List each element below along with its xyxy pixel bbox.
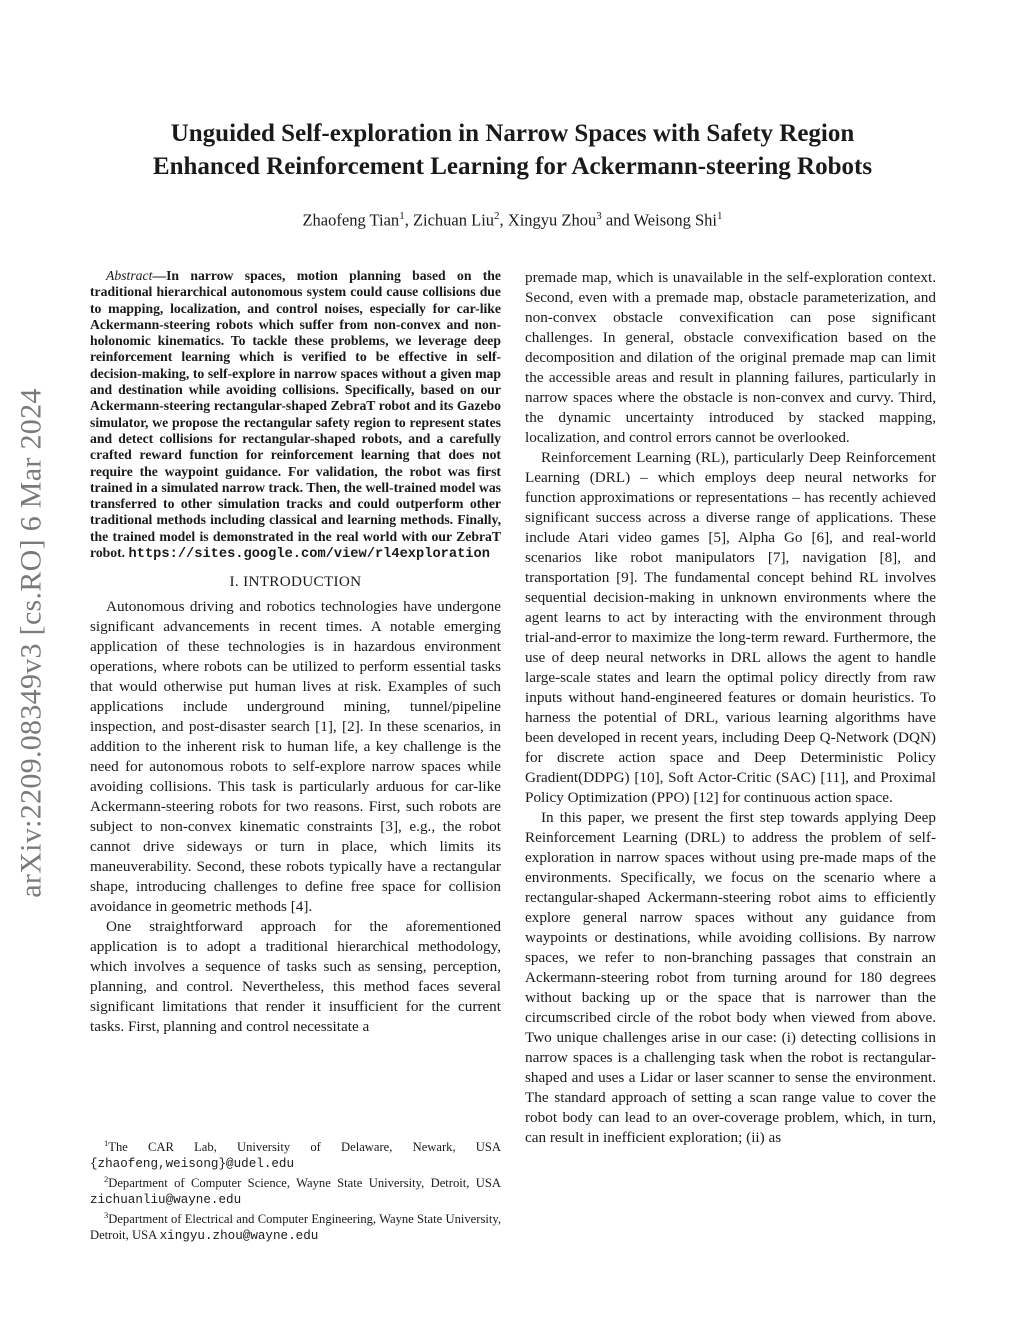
- author: Xingyu Zhou: [507, 210, 597, 230]
- footnote: [90, 1208, 501, 1244]
- project-url-link[interactable]: https://sites.google.com/view/rl4exploration: [128, 547, 490, 563]
- footnote-mark: 2: [104, 1174, 109, 1185]
- footnotes: [90, 1136, 501, 1245]
- author: Weisong Shi: [633, 210, 718, 230]
- footnote-mark: 3: [104, 1210, 109, 1221]
- body-paragraph: One straightforward approach for the aforementioned application is to adopt a traditional hierarchical methodology, which involves a sequence of tasks such as sensing, perception, planning, and control. Nevertheless, this method faces several significant limitations that render it insufficient for the current tasks. First, planning and control necessitate a: [90, 918, 501, 1036]
- title-line-1: Unguided Self-exploration in Narrow Spaces with Safety Region: [170, 120, 855, 147]
- author-affiliation-mark: 3: [596, 210, 602, 222]
- body-paragraph: premade map, which is unavailable in the self-exploration context. Second, even with a premade map, obstacle parameterization, and non-convex obstacle convexification can pose significant challenges. In general, obstacle convexification based on the decomposition and dilation of the original premade map can limit the accessible areas and result in planning failures, particularly in narrow spaces where the obstacle is non-convex and curvy. Third, the dynamic uncertainty introduced by stacked mapping, localization, and control errors cannot be overlooked.: [525, 269, 936, 446]
- section-heading-introduction: I. INTRODUCTION: [229, 573, 362, 591]
- left-column: [90, 268, 501, 1037]
- body-paragraph: Reinforcement Learning (RL), particularly Deep Reinforcement Learning (DRL) – which employs deep neural networks for function approximations or representations – has recently achieved significant success across a diverse range of applications. These include Atari video games [5], Alpha Go [6], and real-world scenarios like robot manipulators [7], navigation [8], and transportation [9]. The fundamental concept behind RL involves sequential decision-making in unknown environments where the agent learns to act by interacting with the environment through trial-and-error to maximize the long-term reward. Furthermore, the use of deep neural networks in DRL allows the agent to handle large-scale states and learn the optimal policy directly from raw inputs without hand-engineered features or domain heuristics. To harness the potential of DRL, various learning algorithms have been developed in recent years, including Deep Q-Network (DQN) for discrete action space and Deep Deterministic Policy Gradient(DDPG) [10], Soft Actor-Critic (SAC) [11], and Proximal Policy Optimization (PPO) [12] for continuous action space.: [525, 449, 936, 806]
- footnote-mark: 1: [104, 1138, 109, 1148]
- author-list: [90, 210, 935, 231]
- author: Zhaofeng Tian: [302, 210, 400, 230]
- paper-title: [90, 117, 935, 183]
- author: Zichuan Liu: [412, 210, 495, 230]
- footnote-email[interactable]: {zhaofeng,weisong}@udel.edu: [90, 1156, 295, 1171]
- right-column: [525, 268, 936, 1148]
- author-affiliation-mark: 2: [494, 210, 500, 222]
- abstract-text: In narrow spaces, motion planning based on the traditional hierarchical autonomous system could cause collisions due to mapping, localization, and control noises, especially for car-like Ackermann-steering robots which suffer from non-convex and non-holonomic kinematics. To tackle these problems, we leverage deep reinforcement learning which is verified to be effective in self-decision-making, to self-explore in narrow spaces without a given map and destination while avoiding collisions. Specifically, based on our Ackermann-steering rectangular-shaped ZebraT robot and its Gazebo simulator, we propose the rectangular safety region to represent states and detect collisions for rectangular-shaped robots, and a carefully crafted reward function for reinforcement learning that does not require the waypoint guidance. For validation, the robot was first trained in a simulated narrow track. Then, the well-trained model was transferred to other simulation tracks and could outperform other traditional methods including classical and learning methods. Finally, the trained model is demonstrated in the real world with our ZebraT robot.: [90, 268, 501, 561]
- author-separator: ,: [499, 210, 508, 230]
- author-affiliation-mark: 1: [399, 210, 405, 222]
- footnote-email[interactable]: zichuanliu@wayne.edu: [90, 1192, 242, 1207]
- arxiv-identifier-sidebar: [10, 355, 54, 930]
- footnote: [90, 1136, 501, 1172]
- footnote-email[interactable]: xingyu.zhou@wayne.edu: [159, 1229, 319, 1244]
- author-affiliation-mark: 1: [717, 210, 723, 222]
- arxiv-identifier: arXiv:2209.08349v3 [cs.RO] 6 Mar 2024: [15, 387, 48, 898]
- abstract: [90, 268, 501, 563]
- title-line-2: Enhanced Reinforcement Learning for Ackermann-steering Robots: [152, 153, 873, 180]
- footnote-text: Department of Computer Science, Wayne State University, Detroit, USA: [108, 1176, 501, 1191]
- author-separator: and: [601, 210, 634, 230]
- abstract-dash: —: [152, 268, 167, 283]
- footnote-text: The CAR Lab, University of Delaware, Newark, USA: [108, 1140, 501, 1155]
- body-paragraph: Autonomous driving and robotics technologies have undergone significant advancements in recent times. A notable emerging application of these technologies is in hazardous environment operations, where robots can be utilized to perform essential tasks that would otherwise put human lives at risk. Examples of such applications include underground mining, tunnel/pipeline inspection, and post-disaster search [1], [2]. In these scenarios, in addition to the inherent risk to human life, a key challenge is the need for autonomous robots to self-explore narrow spaces while avoiding collisions. This task is particularly arduous for car-like Ackermann-steering robots for two reasons. First, such robots are subject to non-convex kinematic constraints [3], e.g., the robot cannot drive sideways or turn in place, which limits its maneuverability. Second, these robots typically have a rectangular shape, introducing challenges to define free space for collision avoidance in geometric methods [4].: [90, 598, 501, 916]
- footnote-text: Department of Electrical and Computer Engineering, Wayne State University, Detroit, USA: [90, 1212, 501, 1243]
- body-paragraph: In this paper, we present the first step towards applying Deep Reinforcement Learning (DRL) to address the problem of self-exploration in narrow spaces without using pre-made maps of the environments. Specifically, we focus on the scenario where a rectangular-shaped Ackermann-steering robot aims to efficiently explore general narrow spaces without any guidance from waypoints or destinations, while avoiding collisions. By narrow spaces, we refer to non-branching passages that constrain an Ackermann-steering robot from turning around for 180 degrees without backing up or the space that is narrower than the circumscribed circle of the robot body when viewed from above. Two unique challenges arise in our case: (i) detecting collisions in narrow spaces is a challenging task when the robot is rectangular-shaped and uses a Lidar or laser scanner to sense the environment. The standard approach of setting a scan range value to cover the robot body can lead to an over-coverage problem, which, in turn, can result in inefficient exploration; (ii) as: [525, 809, 936, 1146]
- footnote: [90, 1172, 501, 1208]
- author-separator: ,: [404, 210, 413, 230]
- abstract-label: Abstract: [106, 268, 153, 283]
